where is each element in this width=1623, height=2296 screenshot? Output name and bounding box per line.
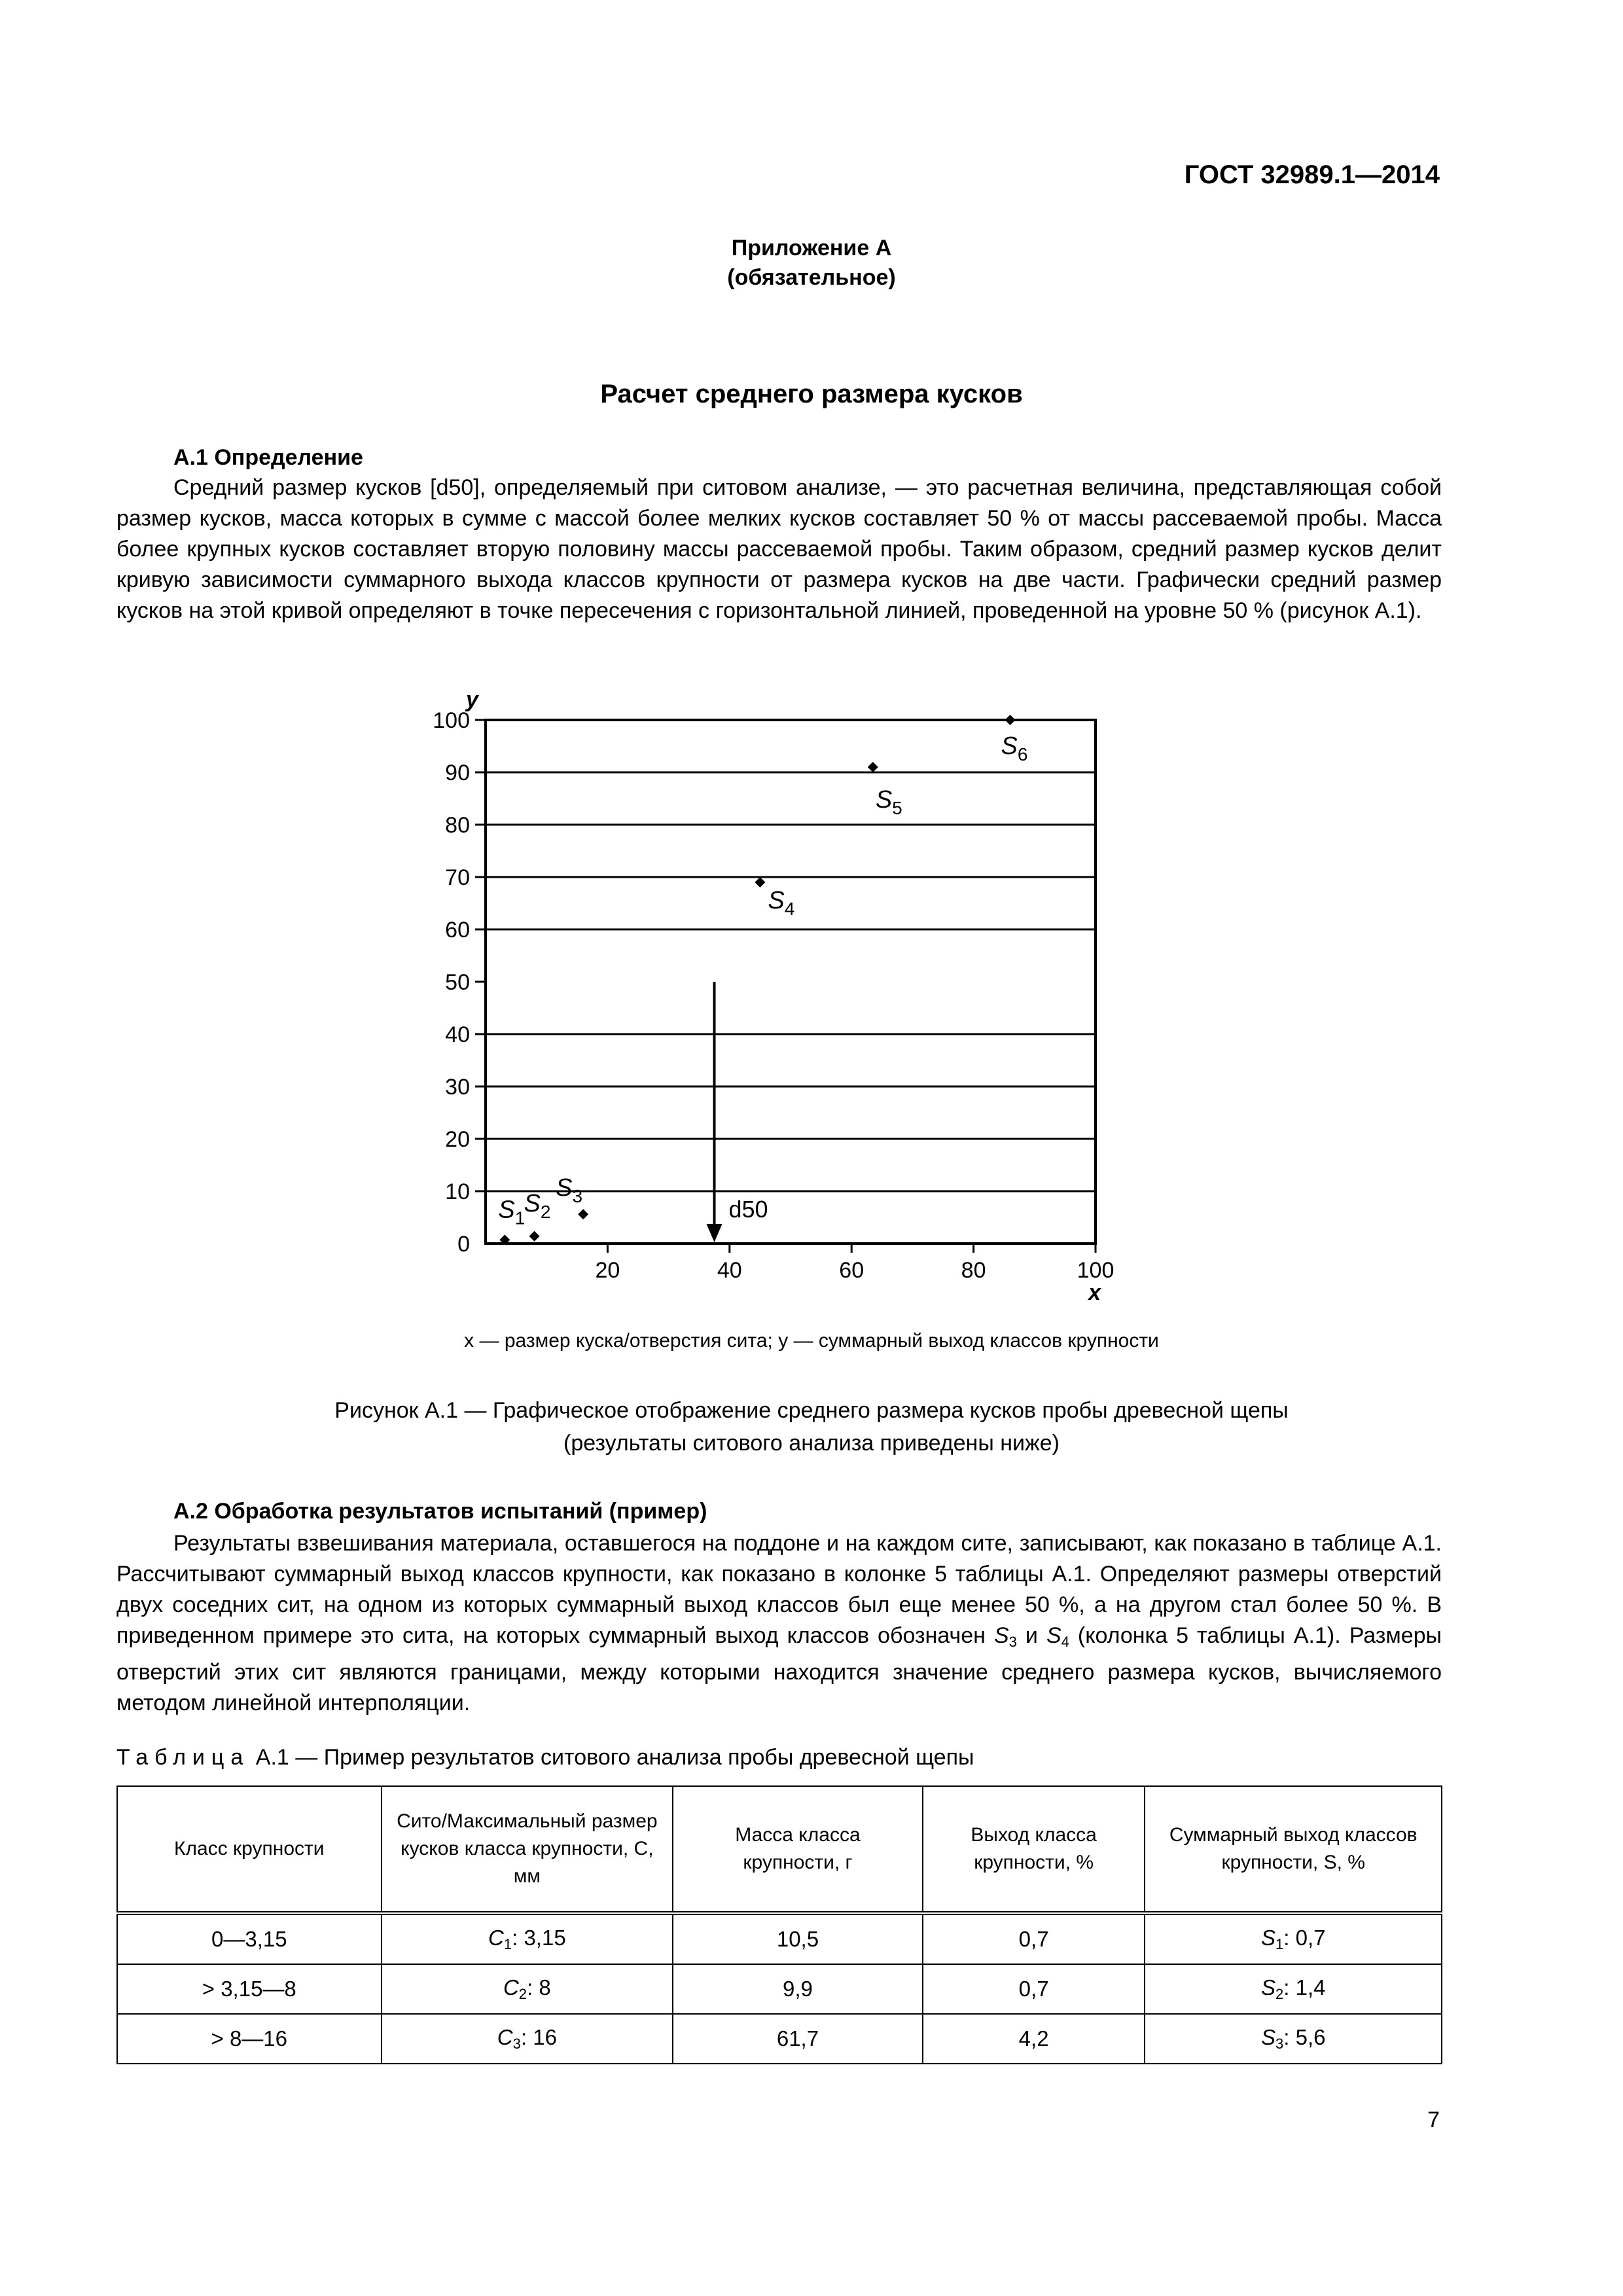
c-subscript: 1 (503, 1936, 512, 1952)
and-word: и (1025, 1623, 1038, 1648)
x-tick-label-80: 80 (961, 1258, 986, 1283)
s3-subscript: 3 (1008, 1634, 1017, 1650)
y-tick-label-30: 30 (445, 1075, 470, 1100)
section-a2-heading: А.2 Обработка результатов испытаний (пример) (173, 1499, 707, 1524)
cell-yield: 0,7 (923, 1913, 1145, 1964)
c-letter: C (497, 2025, 513, 2049)
section-a2-text-b: (колонка 5 таблицы А.1). Размеры отверстий этих сит являются границами, между которыми находится значение среднего размера кусков, вычисляемого методом линейной интерполяции. (116, 1623, 1442, 1715)
cell-class: > 3,15—8 (117, 1964, 382, 2014)
header-mass: Масса класса крупности, г (673, 1786, 923, 1913)
y-tick-label-60: 60 (445, 918, 470, 942)
c-letter: C (503, 1975, 519, 2000)
cell-class: > 8—16 (117, 2014, 382, 2064)
chart-points (498, 715, 1027, 1245)
cell-mass: 9,9 (673, 1964, 923, 2014)
cell-cumulative (1145, 2014, 1442, 2064)
chart-grid-lines (486, 720, 1096, 1191)
s4-subscript: 4 (1061, 1634, 1069, 1650)
y-tick-label-20: 20 (445, 1127, 470, 1152)
appendix-title: Приложение А (731, 236, 892, 260)
y-tick-label-80: 80 (445, 813, 470, 838)
y-tick-label-50: 50 (445, 970, 470, 995)
c-value: : 3,15 (512, 1926, 566, 1950)
header-yield: Выход класса крупности, % (923, 1786, 1145, 1913)
s-subscript: 1 (1275, 1936, 1284, 1952)
d50-marker (707, 982, 768, 1242)
data-point-s3 (578, 1209, 588, 1219)
x-tick-label-60: 60 (839, 1258, 865, 1283)
point-label-s6: $S_6$ (1001, 732, 1028, 764)
chart-frame (486, 720, 1096, 1244)
cell-yield: 4,2 (923, 2014, 1145, 2064)
x-tick-label-20: 20 (595, 1258, 620, 1283)
figure-legend (0, 1330, 1623, 1352)
header-sieve: Сито/Максимальный размер кусков класса крупности, С, мм (382, 1786, 673, 1913)
page-number: 7 (1427, 2108, 1440, 2132)
s-subscript: 3 (1275, 2036, 1284, 2052)
y-tick-label-40: 40 (445, 1022, 470, 1047)
table-header-row (117, 1786, 1442, 1913)
y-axis-label: y (466, 687, 478, 712)
cell-yield: 0,7 (923, 1964, 1145, 2014)
section-a1-text: Средний размер кусков [d50], определяемый при ситовом анализе, — это расчетная величина, представляющая собой размер кусков, масса которых в сумме с массой более мелких кусков составляет 50 % от массы рассеваемой пробы. Масса более крупных кусков составляет вторую половину массы рассеваемой пробы. Таким образом, средний размер кусков делит кривую зависимости суммарного выхода классов крупности от размера кусков на две части. Графически средний размер кусков на этой кривой определяют в точке пересечения с горизонтальной линией, проведенной на уровне 50 % (рисунок А.1). (116, 475, 1442, 623)
table-title-text: А.1 — Пример результатов ситового анализа пробы древесной щепы (255, 1745, 974, 1770)
table-label: Таблица (116, 1745, 250, 1770)
c-letter: C (488, 1926, 504, 1950)
appendix-status: (обязательное) (727, 265, 896, 290)
table-title (116, 1745, 974, 1770)
table-row (117, 1964, 1442, 2014)
s-letter: S (1260, 2025, 1275, 2049)
x-tick-label-100: 100 (1077, 1258, 1115, 1283)
cell-sieve (382, 2014, 673, 2064)
cell-class: 0—3,15 (117, 1913, 382, 1964)
figure-caption-line1: Рисунок А.1 — Графическое отображение среднего размера кусков пробы древесной щепы (334, 1398, 1289, 1423)
c-value: : 8 (527, 1975, 551, 2000)
figure-caption-line2: (результаты ситового анализа приведены ниже) (563, 1431, 1060, 1456)
section-a1-heading: А.1 Определение (173, 445, 363, 470)
data-point-s5 (868, 762, 878, 772)
cell-cumulative (1145, 1913, 1442, 1964)
x-axis-label: x (1088, 1280, 1101, 1305)
cell-mass: 10,5 (673, 1913, 923, 1964)
section-a2-text (116, 1528, 1442, 1719)
s-letter: S (1260, 1975, 1275, 2000)
s3-symbol: S (993, 1623, 1009, 1648)
s-value: : 0,7 (1283, 1926, 1326, 1950)
y-tick-label-90: 90 (445, 761, 470, 785)
header-class: Класс крупности (117, 1786, 382, 1913)
y-tick-label-0: 0 (457, 1232, 470, 1257)
point-label-s5: $S_5$ (875, 786, 902, 818)
results-table (116, 1785, 1442, 2064)
data-point-s2 (529, 1231, 540, 1242)
d50-label: d50 (728, 1196, 768, 1223)
c-value: : 16 (520, 2025, 557, 2049)
header-cumulative: Суммарный выход классов крупности, S, % (1145, 1786, 1442, 1913)
section-a2-text-a: Результаты взвешивания материала, оставшегося на поддоне и на каждом сите, записывают, как показано в таблице А.1. Рассчитывают суммарный выход классов крупности, как показано в колонке 5 таблицы А.1. Определяют размеры отверстий двух соседних сит, на одном из которых суммарный выход классов был еще менее 50 %, а на другом стал более 50 %. В приведенном примере это сита, на которых суммарный выход классов обозначен (116, 1531, 1442, 1648)
point-label-s4: $S_4$ (768, 887, 795, 919)
s-value: : 5,6 (1283, 2025, 1326, 2049)
page-title: Расчет среднего размера кусков (600, 380, 1023, 408)
y-tick-label-10: 10 (445, 1179, 470, 1204)
s-value: : 1,4 (1283, 1975, 1326, 2000)
table-row (117, 1913, 1442, 1964)
data-point-s6 (1005, 715, 1016, 725)
y-tick-label-100: 100 (433, 708, 470, 733)
table-row (117, 2014, 1442, 2064)
cell-mass: 61,7 (673, 2014, 923, 2064)
c-subscript: 3 (512, 2036, 521, 2052)
cell-sieve (382, 1964, 673, 2014)
point-label-s3: $S_3$ (556, 1174, 583, 1207)
point-label-s1: $S_1$ (498, 1196, 526, 1229)
document-code: ГОСТ 32989.1—2014 (1184, 160, 1440, 189)
x-tick-label-40: 40 (717, 1258, 742, 1283)
point-label-s2: $S_2$ (524, 1189, 551, 1222)
legend-text: x — размер куска/отверстия сита; y — суммарный выход классов крупности (464, 1330, 1159, 1352)
c-subscript: 2 (518, 1986, 527, 2002)
s-subscript: 2 (1275, 1986, 1284, 2002)
cell-cumulative (1145, 1964, 1442, 2014)
s4-symbol: S (1046, 1623, 1061, 1648)
data-point-s4 (755, 877, 765, 888)
y-tick-label-70: 70 (445, 865, 470, 890)
s-letter: S (1260, 1926, 1275, 1950)
cell-sieve (382, 1913, 673, 1964)
d50-arrowhead (707, 1224, 722, 1242)
